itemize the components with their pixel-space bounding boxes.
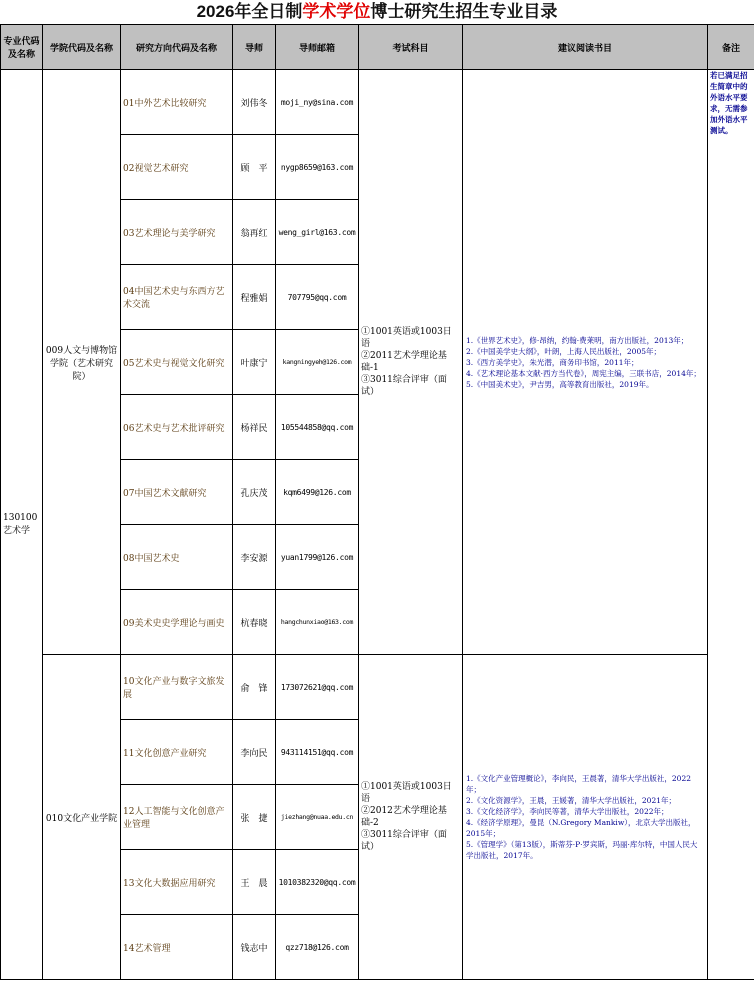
book-item: 5.《中国美术史》，尹吉男，高等教育出版社，2019年。 bbox=[466, 379, 654, 389]
email-cell[interactable]: kqm6499@126.com bbox=[276, 460, 359, 525]
book-item: 3.《文化经济学》，李向民等著，清华大学出版社，2022年； bbox=[466, 807, 669, 816]
email-cell[interactable]: jiezhang@nuaa.edu.cn bbox=[276, 785, 359, 850]
exam-subject: ③3011综合评审（面试） bbox=[361, 830, 447, 852]
direction-cell: 01中外艺术比较研究 bbox=[121, 70, 233, 135]
tutor-cell: 孔庆茂 bbox=[233, 460, 276, 525]
tutor-cell: 翁再红 bbox=[233, 200, 276, 265]
book-item: 1.《文化产业管理概论》，李向民，王晨著，清华大学出版社，2022年； bbox=[466, 774, 691, 794]
note-cell: 若已满足招生简章中的外语水平要求，无需参加外语水平测试。 bbox=[708, 70, 754, 980]
major-cell: 130100 艺术学 bbox=[1, 70, 43, 980]
college-cell: 009人文与博物馆学院（艺术研究院） bbox=[43, 70, 121, 655]
book-item: 2.《文化资源学》，王晨，王媛著，清华大学出版社，2021年； bbox=[466, 796, 676, 805]
email-cell[interactable]: hangchunxiao@163.com bbox=[276, 590, 359, 655]
email-cell[interactable]: weng_girl@163.com bbox=[276, 200, 359, 265]
direction-cell: 09美术史史学理论与画史 bbox=[121, 590, 233, 655]
book-item: 1.《世界艺术史》，修·昂纳，约翰·费莱明，南方出版社，2013年； bbox=[466, 335, 689, 345]
tutor-cell: 张 捷 bbox=[233, 785, 276, 850]
direction-cell: 10文化产业与数字文旅发展 bbox=[121, 655, 233, 720]
column-header: 研究方向代码及名称 bbox=[121, 25, 233, 70]
exam-subject: ①1001英语或1003日语 bbox=[361, 327, 452, 349]
column-header: 备注 bbox=[708, 25, 754, 70]
title-prefix: 2026年全日制 bbox=[196, 2, 303, 21]
direction-cell: 03艺术理论与美学研究 bbox=[121, 200, 233, 265]
column-header: 专业代码及名称 bbox=[1, 25, 43, 70]
column-header: 导师邮箱 bbox=[276, 25, 359, 70]
exam-cell bbox=[359, 655, 463, 980]
column-header: 导师 bbox=[233, 25, 276, 70]
exam-subject: ①1001英语或1003日语 bbox=[361, 782, 452, 804]
direction-cell: 12人工智能与文化创意产业管理 bbox=[121, 785, 233, 850]
tutor-cell: 杭春晓 bbox=[233, 590, 276, 655]
page-title bbox=[0, 0, 754, 24]
exam-cell bbox=[359, 70, 463, 655]
column-header: 建议阅读书目 bbox=[463, 25, 708, 70]
email-cell[interactable]: moji_ny@sina.com bbox=[276, 70, 359, 135]
tutor-cell: 叶康宁 bbox=[233, 330, 276, 395]
email-cell[interactable]: 943114151@qq.com bbox=[276, 720, 359, 785]
tutor-cell: 刘伟冬 bbox=[233, 70, 276, 135]
table-row bbox=[1, 655, 754, 720]
direction-cell: 06艺术史与艺术批评研究 bbox=[121, 395, 233, 460]
tutor-cell: 李向民 bbox=[233, 720, 276, 785]
direction-cell: 13文化大数据应用研究 bbox=[121, 850, 233, 915]
book-item: 5.《管理学》（第13版），斯蒂芬·P·罗宾斯，玛丽·库尔特，中国人民大学出版社，2017年。 bbox=[466, 840, 698, 860]
tutor-cell: 王 晨 bbox=[233, 850, 276, 915]
tutor-cell: 李安源 bbox=[233, 525, 276, 590]
direction-cell: 11文化创意产业研究 bbox=[121, 720, 233, 785]
tutor-cell: 顾 平 bbox=[233, 135, 276, 200]
book-item: 4.《经济学原理》，曼昆（N.Gregory Mankiw），北京大学出版社，2015年； bbox=[466, 818, 696, 838]
email-cell[interactable]: 173072621@qq.com bbox=[276, 655, 359, 720]
email-cell[interactable]: nygp8659@163.com bbox=[276, 135, 359, 200]
header-row bbox=[1, 25, 754, 70]
tutor-cell: 俞 锋 bbox=[233, 655, 276, 720]
direction-cell: 07中国艺术文献研究 bbox=[121, 460, 233, 525]
email-cell[interactable]: 1010382320@qq.com bbox=[276, 850, 359, 915]
books-cell bbox=[463, 655, 708, 980]
direction-cell: 08中国艺术史 bbox=[121, 525, 233, 590]
tutor-cell: 钱志中 bbox=[233, 915, 276, 980]
email-cell[interactable]: 105544858@qq.com bbox=[276, 395, 359, 460]
exam-subject: ②2011艺术学理论基础-1 bbox=[361, 351, 447, 373]
column-header: 学院代码及名称 bbox=[43, 25, 121, 70]
title-highlight: 学术学位 bbox=[302, 2, 371, 21]
email-cell[interactable]: kangningyeh@126.com bbox=[276, 330, 359, 395]
email-cell[interactable]: yuan1799@126.com bbox=[276, 525, 359, 590]
book-item: 2.《中国美学史大纲》，叶朗，上海人民出版社，2005年； bbox=[466, 346, 661, 356]
book-item: 4.《艺术理论基本文献·西方当代卷》，周宪主编，三联书店，2014年； bbox=[466, 368, 701, 378]
table-row bbox=[1, 70, 754, 135]
title-suffix: 博士研究生招生专业目录 bbox=[370, 2, 558, 21]
email-cell[interactable]: qzz718@126.com bbox=[276, 915, 359, 980]
direction-cell: 05艺术史与视觉文化研究 bbox=[121, 330, 233, 395]
tutor-cell: 程雅娟 bbox=[233, 265, 276, 330]
direction-cell: 02视觉艺术研究 bbox=[121, 135, 233, 200]
direction-cell: 04中国艺术史与东西方艺术交流 bbox=[121, 265, 233, 330]
exam-subject: ②2012艺术学理论基础-2 bbox=[361, 806, 447, 828]
catalog-table bbox=[0, 24, 754, 980]
direction-cell: 14艺术管理 bbox=[121, 915, 233, 980]
books-cell bbox=[463, 70, 708, 655]
tutor-cell: 杨祥民 bbox=[233, 395, 276, 460]
exam-subject: ③3011综合评审（面试） bbox=[361, 375, 447, 397]
column-header: 考试科目 bbox=[359, 25, 463, 70]
book-item: 3.《西方美学史》，朱光潜，商务印书馆，2011年； bbox=[466, 357, 639, 367]
email-cell[interactable]: 707795@qq.com bbox=[276, 265, 359, 330]
college-cell: 010文化产业学院 bbox=[43, 655, 121, 980]
